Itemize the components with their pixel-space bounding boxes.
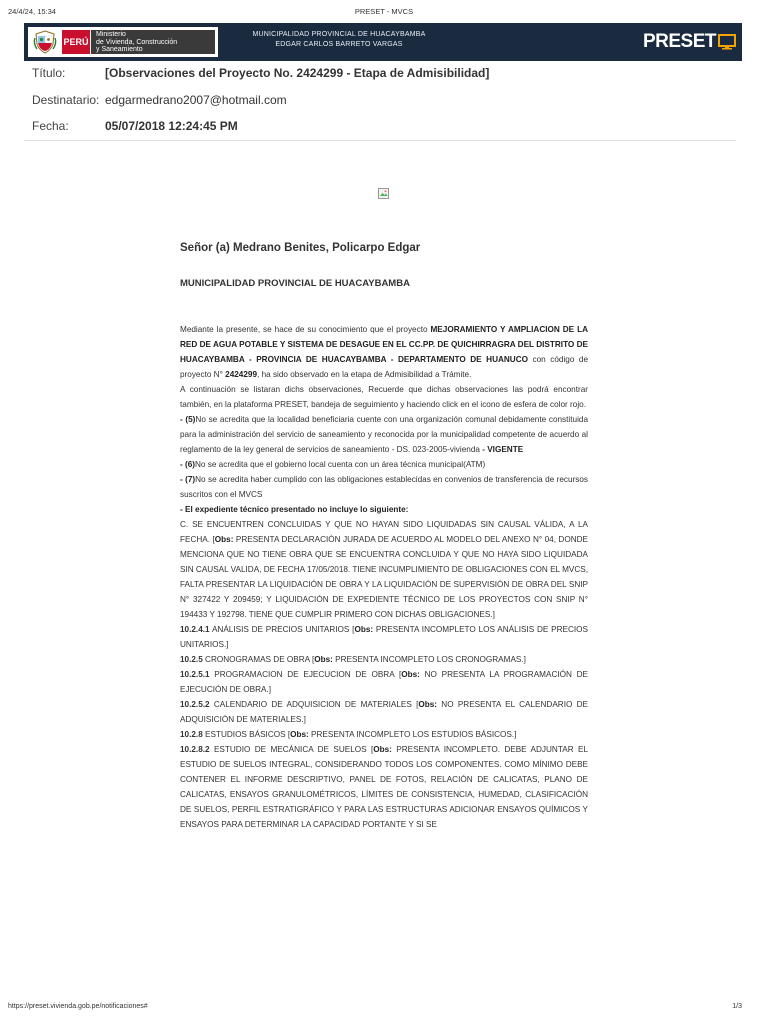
preset-brand-logo[interactable] [643,31,736,53]
observation-5: - (5)No se acredita que la localidad beneficiaria cuente con una organización comunal debidamente constituida para la administración del servicio de saneamiento y reconocida por la municipalidad competente de acuerdo al reglamento de la ley general de servicios de saneamiento - DS. 023-2005-vivienda - VIGENTE [180,415,588,454]
broken-image-icon [378,188,389,199]
banner-user-name: EDGAR CARLOS BARRETO VARGAS [275,41,403,48]
observation-c-block: C. SE ENCUENTREN CONCLUIDAS Y QUE NO HAYAN SIDO LIQUIDADAS SIN CAUSAL VÁLIDA, A LA FECHA. [Obs: PRESENTA DECLARACIÓN JURADA DE ACUERDO AL MODELO DEL ANEXO N° 04, DONDE MENCIONA QUE NO TIENE OBRA QUE SE ENCUENTRA CONCLUIDA Y QUE NO HAYA SIDO LIQUIDADA SIN CAUSAL VALIDA, DE FECHA 17/05/2018. TIENE INCUMPLIMIENTO DE OBLIGACIONES CON EL MVCS, FALTA PRESENTAR LA LIQUIDACIÓN DE OBRA Y LA LIQUIDACIÓN DE SUPERVISIÓN DE OBRA DEL SNIP N° 327422 Y 209459; Y LIQUIDACIÓN DE EXPEDIENTE TÉCNICO DE LOS PROYECTOS CON SNIP N° 194433 Y 192798. TIENE QUE CUMPLIR PRIMERO CON DICHAS OBLIGACIONES.] [180,520,589,619]
list-item: 10.2.5 CRONOGRAMAS DE OBRA [Obs: PRESENTA INCOMPLETO LOS CRONOGRAMAS.] [180,655,526,664]
date-label: Fecha: [32,119,69,133]
print-page-title: PRESET - MVCS [354,7,414,16]
coat-of-arms-icon [32,29,58,55]
print-datetime: 24/4/24, 15:34 [8,7,56,16]
page-url: https://preset.vivienda.gob.pe/notificaciones# [8,1003,148,1010]
banner-municipality: MUNICIPALIDAD PROVINCIAL DE HUACAYBAMBA [252,31,426,38]
recipient-value: edgarmedrano2007@hotmail.com [105,93,287,107]
observation-7: - (7)No se acredita haber cumplido con las obligaciones establecidas en convenios de transferencia de recursos suscritos con el MVCS [180,475,588,499]
status-badge: - VIGENTE [479,445,524,454]
intro-paragraph: Mediante la presente, se hace de su conocimiento que el proyecto MEJORAMIENTO Y AMPLIACION DE LA RED DE AGUA POTABLE Y SISTEMA DE DESAGUE EN EL CC.PP. DE QUICHIRRAGRA DEL DISTRITO DE HUACAYBAMBA - PROVINCIA DE HUACAYBAMBA - DEPARTAMENTO DE HUANUCO con código de proyecto N° 2424299, ha sido observado en la etapa de Admisibilidad a Trámite. [180,325,589,379]
monitor-icon [718,34,736,50]
page-number: 1/3 [732,1003,742,1010]
recipient-label: Destinatario: [32,93,100,107]
list-item: 10.2.8.2 ESTUDIO DE MECÁNICA DE SUELOS [Obs: PRESENTA INCOMPLETO. DEBE ADJUNTAR EL ESTUDIO DE SUELOS INTEGRAL, CONSIDERANDO TODOS LOS COMPONENTES. COMO MÍNIMO DEBE CONTENER EL INFORME DESCRIPTIVO, PANEL DE FOTOS, RELACIÓN DE CALICATAS, PLANO DE CALICATAS, ENSAYOS GRANULOMÉTRICOS, LÍMITES DE CONSISTENCIA, HUMEDAD, CLASIFICACIÓN DE SUELOS, PERFIL ESTRATIGRÁFICO Y PARA LAS ESTRUCTURAS ADICIONAR ENSAYOS QUÍMICOS Y ENSAYOS PARA DETERMINAR LA CAPACIDAD PORTANTE Y SI SE [180,745,589,829]
observation-6: - (6)No se acredita que el gobierno local cuenta con un área técnica municipal(ATM) [180,460,486,469]
list-item: 10.2.5.1 PROGRAMACION DE EJECUCION DE OBRA [Obs: NO PRESENTA LA PROGRAMACIÓN DE EJECUCIÓN DE OBRA.] [180,670,589,694]
banner-user-info [224,30,454,50]
list-item: 10.2.4.1 ANÁLISIS DE PRECIOS UNITARIOS [Obs: PRESENTA INCOMPLETO LOS ANÁLISIS DE PRECIOS UNITARIOS.] [180,625,588,649]
date-value: 05/07/2018 12:24:45 PM [105,119,238,133]
print-footer [0,1003,768,1017]
continuation-paragraph: A continuación se listaran dichs observaciones, Recuerde que dichas observaciones las podrá encontrar también, en la plataforma PRESET, bandeja de seguimiento y haciendo click en el icono de esfera de color rojo. [180,385,588,409]
header-divider [24,140,736,141]
peru-label: PERÚ [62,30,90,54]
project-code: 2424299 [225,370,258,379]
list-item: 10.2.8 ESTUDIOS BÁSICOS [Obs: PRESENTA INCOMPLETO LOS ESTUDIOS BÁSICOS.] [180,730,517,739]
letter-greeting: Señor (a) Medrano Benites, Policarpo Edgar [180,242,421,254]
preset-brand-text: PRESET [642,31,716,52]
site-banner [24,23,742,61]
list-item: 10.2.5.2 CALENDARIO DE ADQUISICION DE MATERIALES [Obs: NO PRESENTA EL CALENDARIO DE ADQUISICIÓN DE MATERIALES.] [180,700,588,724]
project-name: MEJORAMIENTO Y AMPLIACION DE LA RED DE AGUA POTABLE Y SISTEMA DE DESAGUE EN EL CC.PP. DE QUICHIRRAGRA DEL DISTRITO DE HUACAYBAMBA - PROVINCIA DE HUACAYBAMBA - DEPARTAMENTO DE HUANUCO [180,325,589,364]
print-header [0,0,768,22]
letter-organization: MUNICIPALIDAD PROVINCIAL DE HUACAYBAMBA [180,278,410,289]
letter-body [180,322,588,832]
title-label: Título: [32,66,66,80]
ministry-name: Ministerio de Vivienda, Construcción y Saneamiento [91,30,215,54]
expediente-heading: - El expediente técnico presentado no incluye lo siguiente: [180,505,409,514]
ministry-logo[interactable] [28,27,218,57]
title-value: [Observaciones del Proyecto No. 2424299 - Etapa de Admisibilidad] [105,66,490,80]
